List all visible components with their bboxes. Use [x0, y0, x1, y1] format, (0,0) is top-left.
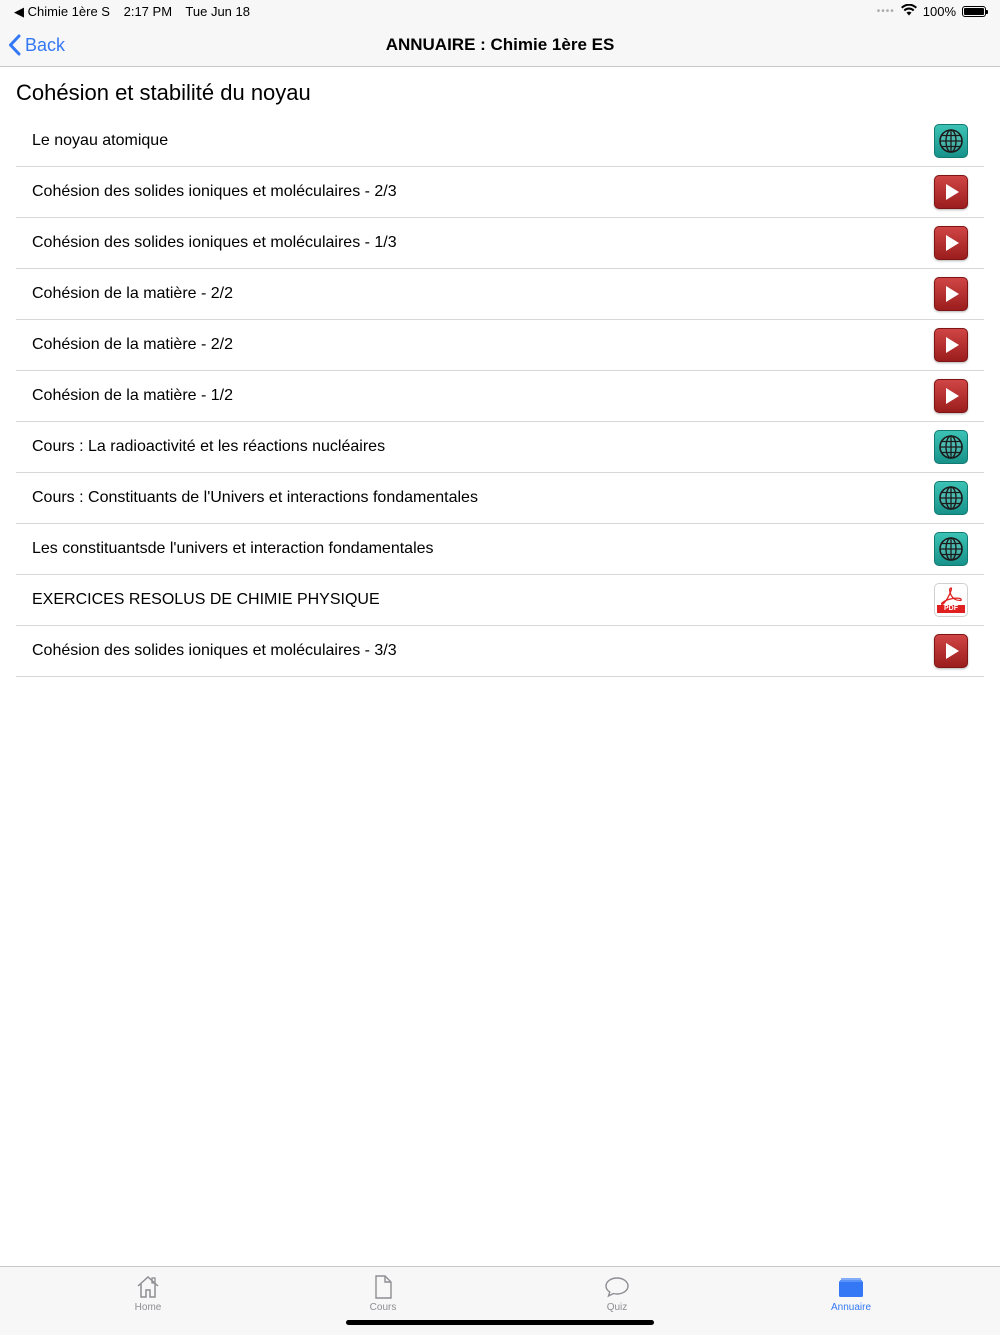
list-item[interactable]	[16, 626, 984, 677]
globe-icon[interactable]	[934, 124, 968, 158]
tab-quiz[interactable]	[557, 1273, 677, 1313]
list-item-icon-graphic	[934, 481, 968, 515]
video-play-icon[interactable]	[934, 634, 968, 668]
globe-icon[interactable]	[934, 532, 968, 566]
list-item-icon-graphic	[934, 379, 968, 413]
list-item[interactable]	[16, 575, 984, 626]
navigation-bar	[0, 24, 1000, 67]
list-item-label: Cours : La radioactivité et les réactions nucléaires	[32, 438, 386, 455]
status-date: Tue Jun 18	[185, 4, 250, 19]
globe-icon[interactable]	[934, 481, 968, 515]
list-item[interactable]	[16, 320, 984, 371]
folder-icon	[837, 1275, 865, 1299]
status-left	[14, 4, 260, 20]
video-play-icon[interactable]	[934, 175, 968, 209]
chevron-left-icon	[8, 34, 21, 56]
list-item-icon-graphic	[934, 328, 968, 362]
signal-dots-icon: ••••	[876, 6, 895, 17]
chat-bubble-icon	[604, 1276, 630, 1298]
list-item[interactable]	[16, 524, 984, 575]
list-item-icon-graphic	[934, 583, 968, 617]
status-time: 2:17 PM	[123, 4, 173, 19]
list-item[interactable]	[16, 167, 984, 218]
list-item[interactable]	[16, 371, 984, 422]
list-item-label: Cohésion des solides ioniques et moléculaires - 1/3	[32, 234, 397, 251]
list-item-icon-graphic	[934, 634, 968, 668]
list-item-label: Cohésion des solides ioniques et moléculaires - 2/3	[32, 183, 397, 200]
tab-label: Home	[134, 1302, 162, 1313]
list-item-label: EXERCICES RESOLUS DE CHIMIE PHYSIQUE	[32, 591, 380, 608]
tab-label: Quiz	[606, 1302, 628, 1313]
list-item[interactable]	[16, 269, 984, 320]
home-icon	[135, 1275, 161, 1299]
list-item-label: Cohésion des solides ioniques et moléculaires - 3/3	[32, 642, 397, 659]
battery-percent: 100%	[922, 4, 956, 19]
back-button-label: Back	[25, 34, 66, 55]
return-to-app-link[interactable]: ◀ Chimie 1ère S	[14, 4, 110, 19]
list-item-icon-graphic	[934, 277, 968, 311]
tab-annuaire[interactable]	[791, 1273, 911, 1313]
list-item-icon-graphic	[934, 226, 968, 260]
wifi-icon	[901, 4, 917, 19]
pdf-icon[interactable]	[934, 583, 968, 617]
video-play-icon[interactable]	[934, 226, 968, 260]
back-button[interactable]	[8, 32, 65, 58]
tab-label: Cours	[369, 1302, 397, 1313]
list-item-icon-graphic	[934, 175, 968, 209]
section-title: Cohésion et stabilité du noyau	[16, 80, 311, 105]
battery-icon	[962, 6, 986, 17]
list-item-label: Les constituantsde l'univers et interaction fondamentales	[32, 540, 434, 557]
tab-cours[interactable]	[323, 1273, 443, 1313]
resource-list	[16, 116, 984, 677]
status-right	[877, 4, 986, 19]
list-item[interactable]	[16, 422, 984, 473]
list-item-label: Cours : Constituants de l'Univers et interactions fondamentales	[32, 489, 478, 506]
list-item[interactable]	[16, 116, 984, 167]
tab-label: Annuaire	[830, 1302, 872, 1313]
status-bar	[0, 0, 1000, 24]
list-item-label: Le noyau atomique	[32, 132, 169, 149]
video-play-icon[interactable]	[934, 328, 968, 362]
list-item[interactable]	[16, 218, 984, 269]
list-item-icon-graphic	[934, 532, 968, 566]
nav-title: ANNUAIRE : Chimie 1ère ES	[385, 35, 615, 54]
video-play-icon[interactable]	[934, 379, 968, 413]
globe-icon[interactable]	[934, 430, 968, 464]
list-item-label: Cohésion de la matière - 2/2	[32, 336, 233, 353]
pdf-badge-label: PDF	[937, 605, 965, 613]
list-item[interactable]	[16, 473, 984, 524]
list-item-label: Cohésion de la matière - 2/2	[32, 285, 233, 302]
document-icon	[373, 1275, 393, 1299]
tab-home[interactable]	[88, 1273, 208, 1313]
list-item-icon-graphic	[934, 124, 968, 158]
list-item-label: Cohésion de la matière - 1/2	[32, 387, 233, 404]
list-item-icon-graphic	[934, 430, 968, 464]
home-indicator	[346, 1320, 654, 1325]
video-play-icon[interactable]	[934, 277, 968, 311]
